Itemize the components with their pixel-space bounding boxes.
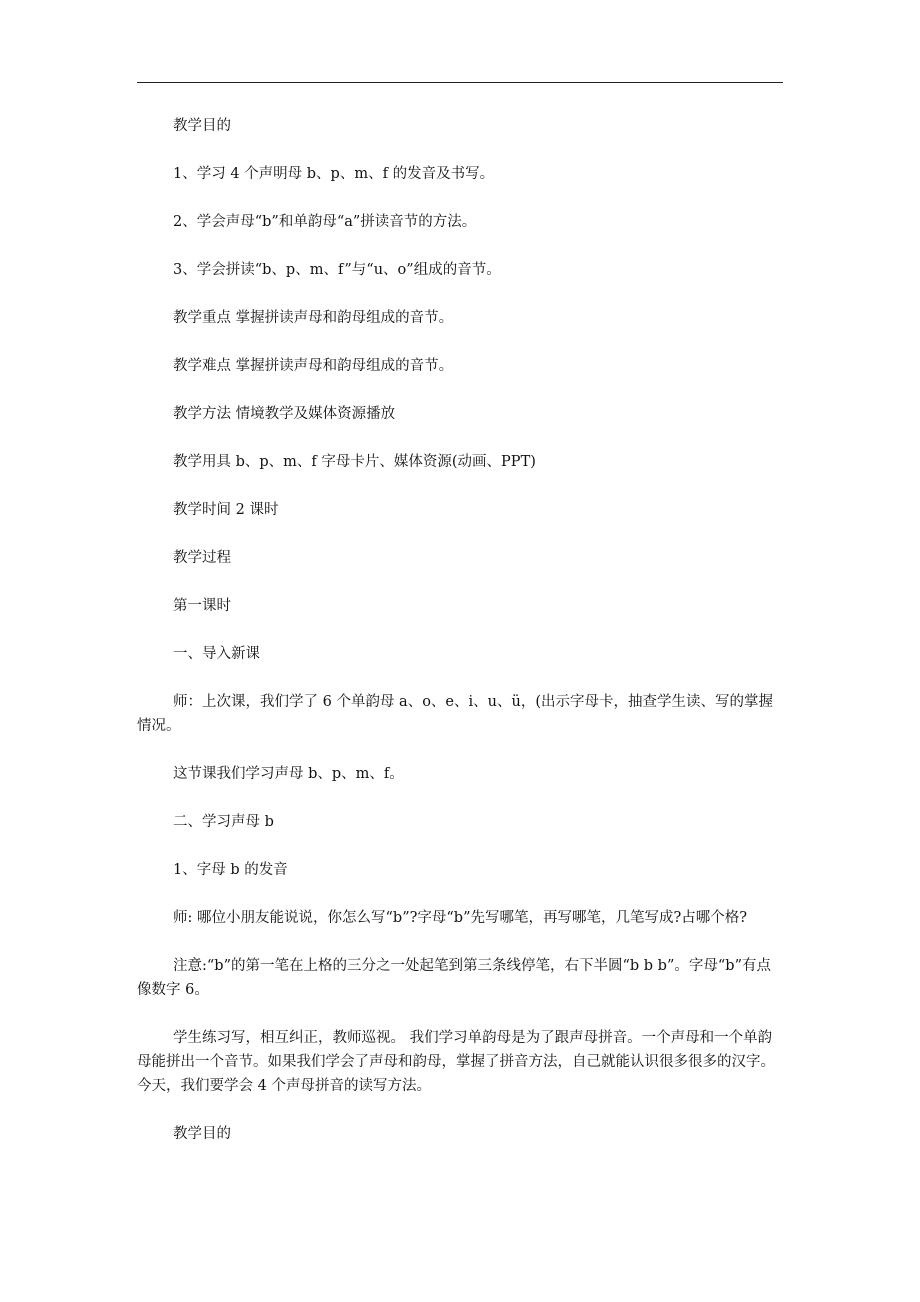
teacher-review-paragraph: 师：上次课，我们学了 6 个单韵母 a、o、e、i、u、ü，(出示字母卡，抽查学生读、写的掌握情况。	[137, 694, 773, 734]
teacher-question-paragraph: 师: 哪位小朋友能说说，你怎么写“b”?字母“b”先写哪笔，再写哪笔，几笔写成?占哪个格?	[173, 910, 748, 926]
note-paragraph: 注意:“b”的第一笔在上格的三分之一处起笔到第三条线停笔，右下半圆“b b b”。字母“b”有点像数字 6。	[137, 958, 771, 998]
teaching-tools: 教学用具 b、p、m、f 字母卡片、媒体资源(动画、PPT)	[173, 454, 536, 470]
heading-first-lesson: 第一课时	[173, 598, 231, 614]
heading-teaching-goals: 教学目的	[173, 118, 231, 134]
section-learn-b: 二、学习声母 b	[173, 814, 274, 830]
teaching-method: 教学方法 情境教学及媒体资源播放	[173, 406, 396, 422]
subsection-b-pronunciation: 1、字母 b 的发音	[173, 862, 288, 878]
lesson-topic-paragraph: 这节课我们学习声母 b、p、m、f。	[173, 766, 404, 782]
teaching-difficulty: 教学难点 掌握拼读声母和韵母组成的音节。	[173, 358, 454, 374]
teaching-time: 教学时间 2 课时	[173, 502, 279, 518]
goal-item-3: 3、学会拼读“b、p、m、f”与“u、o”组成的音节。	[173, 262, 501, 278]
heading-teaching-goals-repeat: 教学目的	[173, 1126, 231, 1142]
teaching-focus: 教学重点 掌握拼读声母和韵母组成的音节。	[173, 310, 454, 326]
goal-item-2: 2、学会声母“b”和单韵母“a”拼读音节的方法。	[173, 214, 477, 230]
practice-paragraph: 学生练习写，相互纠正，教师巡视。 我们学习单韵母是为了跟声母拼音。一个声母和一个单韵母能拼出一个音节。如果我们学会了声母和韵母，掌握了拼音方法，自己就能认识很多很多的汉字。今天，我们要学会 4 个声母拼音的读写方法。	[137, 1030, 775, 1094]
section-introduction: 一、导入新课	[173, 646, 260, 662]
header-rule	[137, 82, 783, 83]
heading-teaching-process: 教学过程	[173, 550, 231, 566]
document-body	[137, 114, 783, 1170]
goal-item-1: 1、学习 4 个声明母 b、p、m、f 的发音及书写。	[173, 166, 495, 182]
